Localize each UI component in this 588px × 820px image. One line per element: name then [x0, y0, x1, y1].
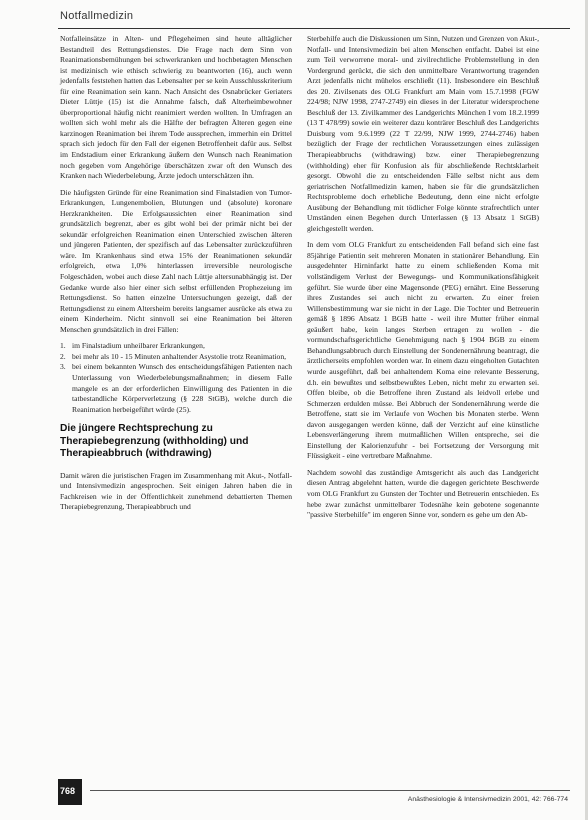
criteria-list	[60, 341, 292, 415]
list-item	[60, 352, 292, 363]
list-item-number: 3.	[60, 362, 66, 372]
journal-citation: Anästhesiologie & Intensivmedizin 2001, 42: 766-774	[407, 796, 568, 803]
section-heading: Die jüngere Rechtsprechung zu Therapiebegrenzung (withholding) und Therapieabbruch (withdrawing)	[60, 423, 249, 460]
right-paragraph-3: Nachdem sowohl das zuständige Amtsgericht als auch das Landgericht diesen Antrag abgelehnt hatten, wurde die dagegen gerichtete Beschwerde vom OLG Frankfurt zu Gunsten der Tochter und Betreuerin entschieden. Es hebe zwar zunächst unmittelbarer Todesnähe kein gebotene sogenannte "passive Sterbehilfe" im engeren Sinne vor, sondern es gehe um den Ab-	[307, 467, 539, 520]
list-item	[60, 362, 292, 415]
left-column	[60, 34, 292, 519]
left-paragraph-3: Damit wären die juristischen Fragen im Zusammenhang mit Akut-, Notfall- und Intensivmedizin angesprochen. Seit einigen Jahren haben die in Fachkreisen wie in der Öffentlichkeit zunehmend debattierten Themen Therapiebegrenzung, Therapieabbruch und	[60, 470, 292, 512]
header-rule	[58, 28, 570, 29]
list-item-text: bei mehr als 10 - 15 Minuten anhaltender Asystolie trotz Reanimation,	[72, 351, 287, 361]
section-label: Notfallmedizin	[60, 10, 134, 22]
left-paragraph-1: Notfalleinsätze in Alten- und Pflegeheimen sind heute alltäglicher Bestandteil des Rettungsdienstes. Die Frage nach dem Sinn von Reanimationsbemühungen bei schwerkranken und hochbetagten Menschen ist medizinisch wie ethisch schwierig zu beantworten (16), auch wenn jedenfalls feststehen hatten das Lebensalter per se kein Ausschlusskriterium für eine Reanimation sein kann. Nach Ansicht des Osnabrücker Geriaters Dieter Lüttje (15) ist die Annahme falsch, daß Alterheimbewohner überproportional häufig nicht reanimiert werden wollten. In Umfragen an wollten sich wohl mehr als die Hälfte der befragten Älteren gegen eine karzinogen Reanimation bei ihrem Tode aussprechen, immerhin ein Drittel sprach sich jedoch für den Fall der eigenen Betroffenheit dafür aus. Selbst im Endstadium einer Erkrankung äußern den Wunsch nach Reanimation noch gegeben vom Angehörige überschätzen zwar oft den Wunsch des Kranken nach Wiederbelebung, Ärzte jedoch unterschätzen ihn.	[60, 34, 292, 181]
page-number: 768	[60, 786, 76, 796]
footer-rule	[90, 790, 570, 791]
list-item-text: bei einem bekannten Wunsch des entscheidungsfähigen Patienten nach Unterlassung von Wiederbelebungsmaßnahmen; in diesem Falle mangele es an der erforderlichen Einwilligung des Patienten in die tatbestandliche Körperverletzung (§ 228 StGB), welche durch die Reanimation herbeigeführt würde (25).	[72, 362, 292, 414]
list-item	[60, 341, 292, 352]
list-item-text: im Finalstadium unheilbarer Erkrankungen,	[72, 341, 205, 351]
list-item-number: 2.	[60, 351, 66, 361]
left-paragraph-2: Die häufigsten Gründe für eine Reanimation sind Finalstadien von Tumor-Erkrankungen, Lungenembolien, Blutungen und (absolute) koronare Herzkrankheiten. Die Erfolgsaussichten einer Reanimation sind grundsätzlich begrenzt, aber es gibt wohl bei der primär nicht bei der sekundär erfolgreichen Reanimation einen Unterschied zwischen älteren und jüngeren Patienten, der spezifisch auf das Lebensalter zurückzuführen wäre. Im Krankenhaus sind etwa 15% der Reanimationen sekundär erfolgreich, etwa 1,0% hinterlassen irreversible neurologische Folgeschäden, wobei auch diese Zahl nach Lüttje altersunabhängig ist. Der Gedanke wurde also hier einer sich selbst erfüllenden Prophezeiung im Rettungsdienst. So hatten einzelne Untersuchungen gezeigt, daß der Rettungsdienst zu einem Altersheim bereits langsamer ausrücke als etwa zu einem Kinderheim. Nicht sinnvoll sei eine Reanimation bei älteren Menschen grundsätzlich in drei Fällen:	[60, 187, 292, 334]
list-item-number: 1.	[60, 341, 66, 351]
right-paragraph-1: Sterbehilfe auch die Diskussionen um Sinn, Nutzen und Grenzen von Akut-, Notfall- und Intensivmedizin bei alten Menschen entfacht. Dabei ist eine zum Teil verworrene moral- und zivilrechtliche Problemstellung in den Vordergrund gerückt, die sich den unmittelbare Verantwortung tragenden Arzt jedenfalls nicht mühelos erschließt (11). Insbesondere ein Beschluß des 20. Zivilsenats des OLG Frankfurt am Main vom 15.7.1998 (FGW 224/98; NJW 1998, 2747-2749) ein dieses in der Literatur widersprochene Beschluß der 13. Zivilkammer des Landgerichts München I vom 18.2.1999 (13 T 478/99) sowie ein weiterer dazu konträrer Beschluß des Landgerichts Duisburg vom 9.6.1999 (22 T 22/99, NJW 1999, 2744-2746) haben bezüglich der Frage der rechtlichen Voraussetzungen eines zulässigen Therapieabbruchs (withdrawing) bzw. einer Therapiebegrenzung (withholding) eher für Konfusion als für abschließende Rechtsklarheit gesorgt. Obwohl die zu entscheidenden Fälle selbst nicht aus dem geriatrischen Notfallmedizin kamen, haben sie für die grundsätzlichen Rechtsprobleme doch erhebliche Bedeutung, denn eine nicht erfolgte Ausübung der Behandlung mit tödlicher Folge könnte strafrechtlich unter Umständen einen Begehen durch Unterlassen (§ 13 Absatz 1 StGB) gleichgestellt werden.	[307, 34, 539, 233]
right-column	[307, 34, 539, 527]
right-paragraph-2: In dem vom OLG Frankfurt zu entscheidenden Fall befand sich eine fast 85jährige Patientin seit mehreren Monaten in stationärer Behandlung. Ein ausgedehnter Hirninfarkt hatte zu einem schließenden Koma mit vollständigem Verlust der Bewegungs- und Kommunikationsfähigkeit geführt. Sie wurde über eine Magensonde (PEG) ernährt. Eine Besserung ihres Zustandes sei auch nicht zu erwarten. Zu einer freien Willensbestimmung war sie nicht in der Lage. Die Tochter und Betreuerin gemäß § 1896 Absatz 1 BGB hatte - weil ihre Mutter früher einmal geäußert habe, kein langes Sterben ertragen zu wollen - die vormundschaftsgerichtliche Genehmigung nach § 1904 BGB zu einem Behandlungsabbruch durch Einstellung der Sondenernährung beantragt, die ärztlicherseits empfohlen worden war. In einem dazu eingeholten Gutachten wurde ausgeführt, daß bei anhaltendem Koma eine relevante Besserung, d.h. ein bewußtes und selbstbewußtes Leben, nicht mehr zu erwarten sei. Offen bleibe, ob die Betroffene ihren Zustand als leidvoll erlebe und Schmerzen erdulden müsse. Bei Abbruch der Sondenernährung werde die Betroffene, statt sie im Verlaufe von Wochen bis Monaten sterbe. Wenn davon ausgegangen werden könne, daß der Verzicht auf eine künstliche Lebensverlängerung ihrem mutmaßlichen Willen entspreche, sei die Einstellung der Kalorienzufuhr - bei Fortsetzung der Versorgung mit Flüssigkeit - eine vertretbare Maßnahme.	[307, 240, 539, 461]
